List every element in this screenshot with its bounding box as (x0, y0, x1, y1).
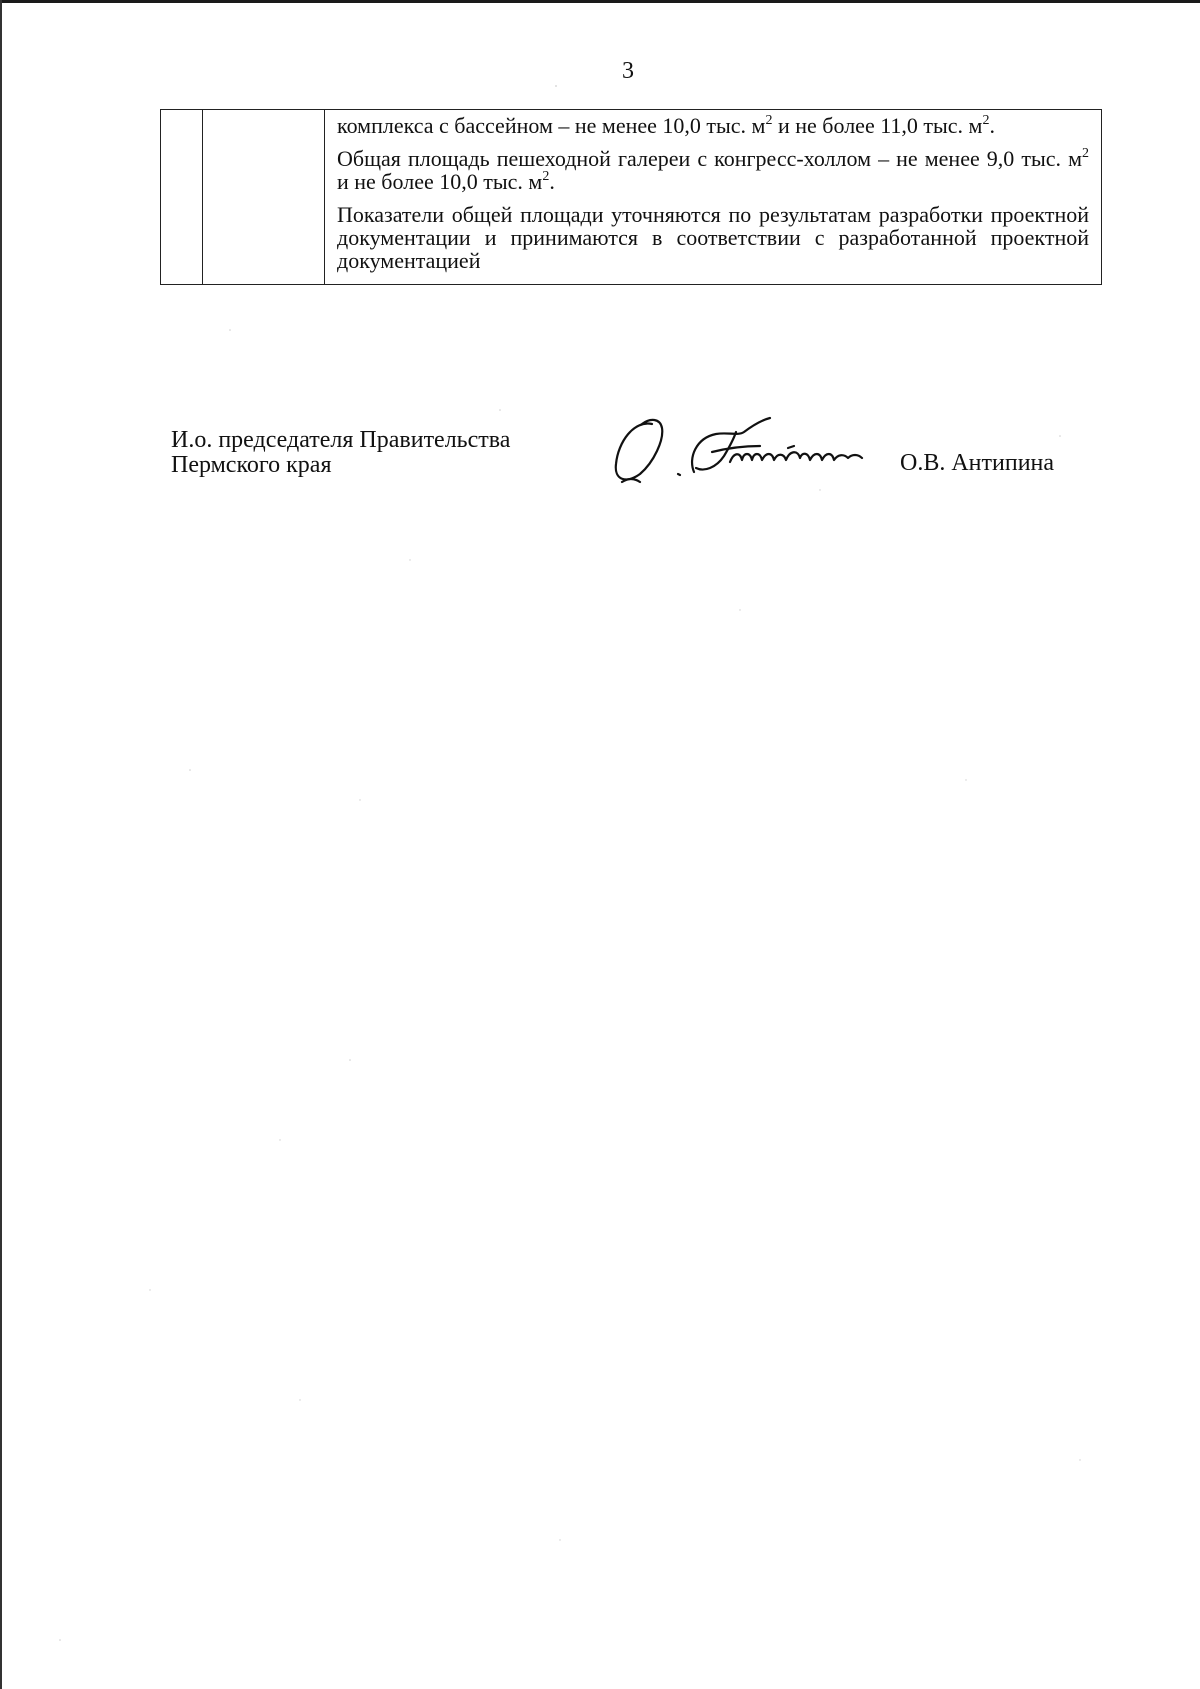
position-line-1: И.о. председателя Правительства (171, 427, 511, 453)
text-run: . (989, 113, 995, 138)
superscript: 2 (1082, 146, 1089, 161)
text-run: . (549, 169, 555, 194)
position-line-2: Пермского края (171, 452, 332, 478)
superscript: 2 (765, 113, 773, 128)
superscript: 2 (982, 113, 990, 128)
signer-name: О.В. Антипина (900, 450, 1055, 476)
superscript: 2 (542, 169, 550, 184)
text-run: комплекса с бассейном – не менее 10,0 тыс. м (337, 113, 766, 138)
text-run: Общая площадь пешеходной галереи с конгресс-холлом – не менее 9,0 тыс. м (337, 146, 1082, 171)
text-run: Показатели общей площади уточняются по результатам разработки проектной документации и принимаются в соответствии с разработанной проектной документацией (337, 202, 1089, 273)
text-run: и не более 11,0 тыс. м (772, 113, 983, 138)
text-run: и не более 10,0 тыс. м (337, 169, 543, 194)
page-number: 3 (622, 58, 634, 84)
